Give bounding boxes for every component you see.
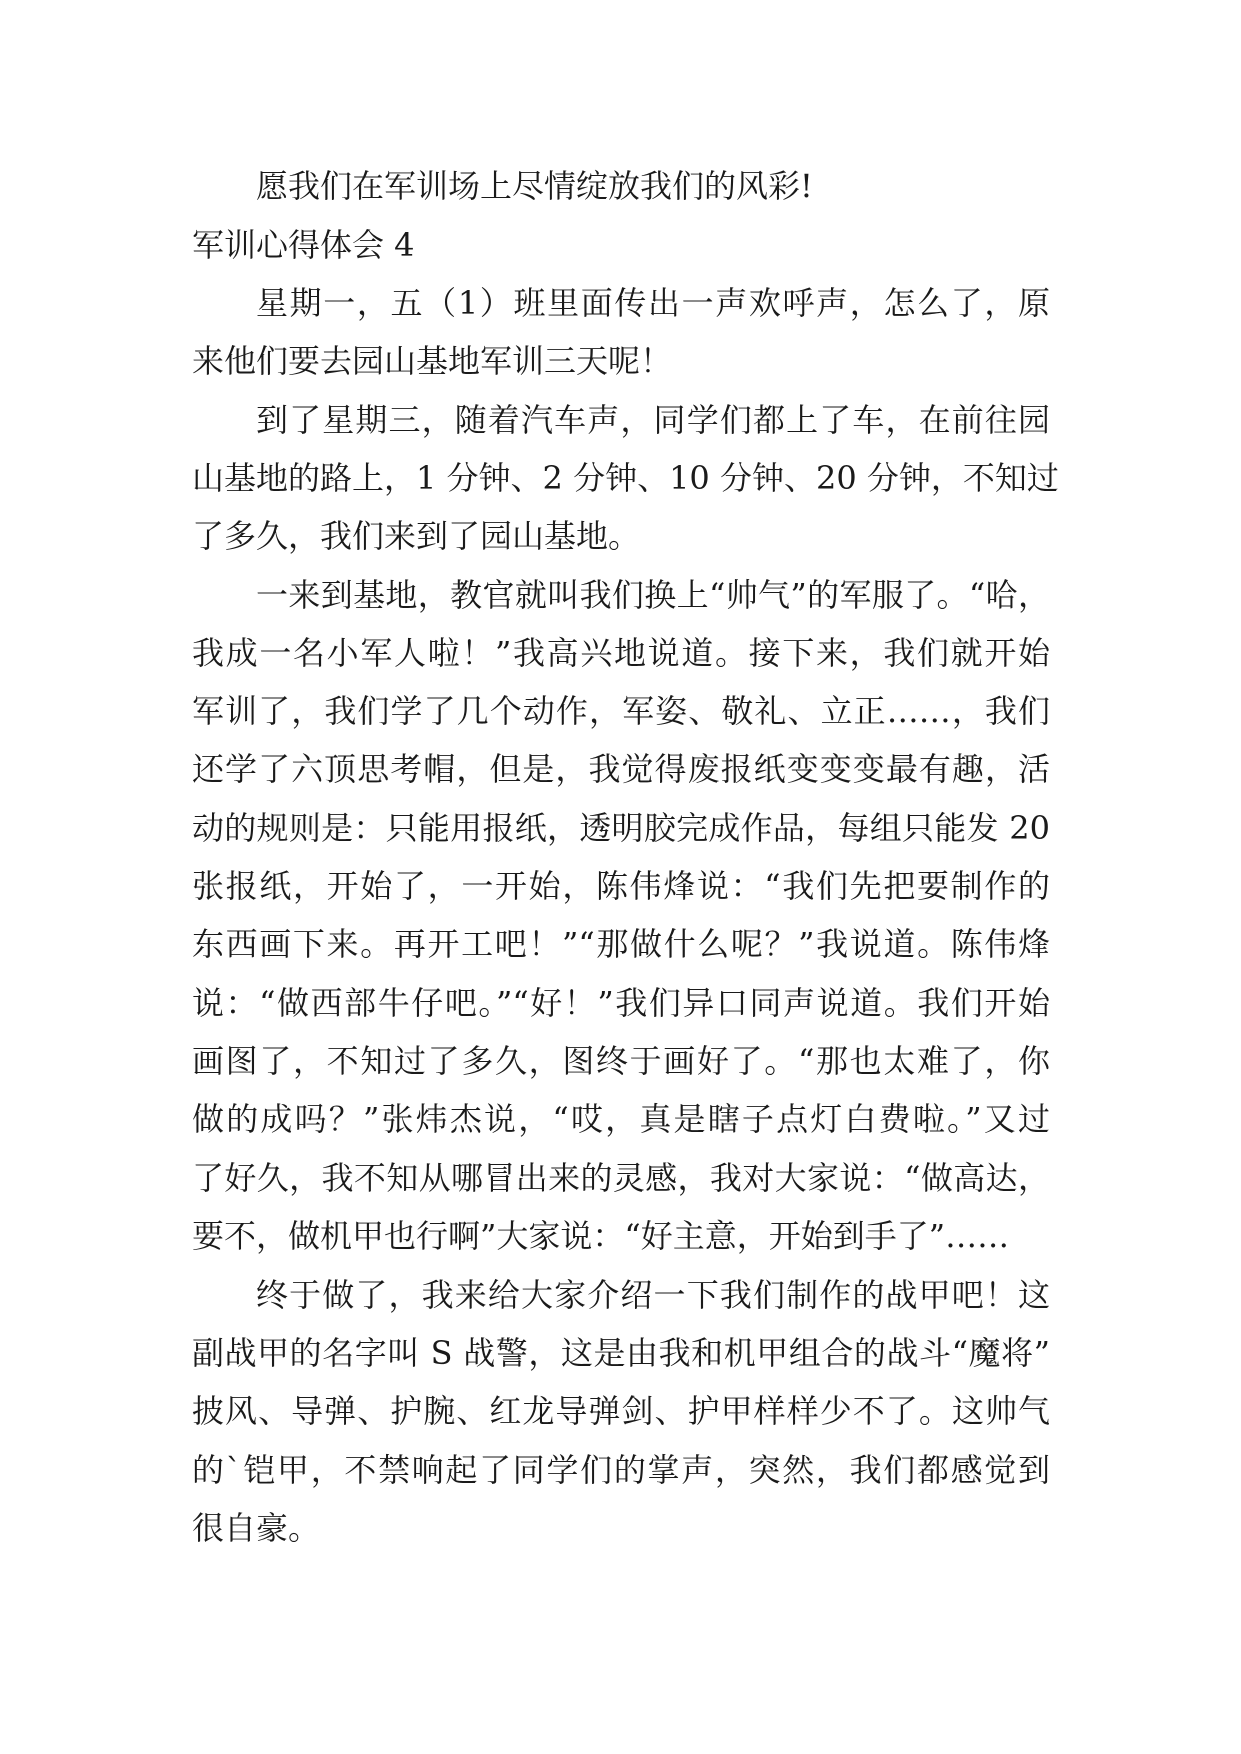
section-heading: 军训心得体会 4 [192,226,415,264]
paragraph-2-line-3: 了多久，我们来到了园山基地。 [192,517,641,555]
paragraph-3-line-4: 还学了六顶思考帽，但是，我觉得废报纸变变变最有趣，活 [192,750,1050,788]
paragraph-3-line-7: 东西画下来。再开工吧！”“那做什么呢？”我说道。陈伟烽 [192,925,1050,963]
paragraph-2-line-1: 到了星期三，随着汽车声，同学们都上了车，在前往园 [256,401,1050,439]
paragraph-3-line-2: 我成一名小军人啦！”我高兴地说道。接下来，我们就开始 [192,634,1050,672]
paragraph-3-line-1: 一来到基地，教官就叫我们换上“帅气”的军服了。“哈， [256,576,1050,614]
paragraph-4-line-4: 的`铠甲，不禁响起了同学们的掌声，突然，我们都感觉到 [192,1451,1050,1489]
paragraph-3-line-6: 张报纸，开始了，一开始，陈伟烽说：“我们先把要制作的 [192,867,1050,905]
paragraph-3-line-3: 军训了，我们学了几个动作，军姿、敬礼、立正……，我们 [192,692,1050,730]
paragraph-4-line-1: 终于做了，我来给大家介绍一下我们制作的战甲吧！这 [256,1276,1050,1314]
paragraph-3-line-8: 说：“做西部牛仔吧。”“好！”我们异口同声说道。我们开始 [192,984,1050,1022]
paragraph-4-line-2: 副战甲的名字叫 S 战警，这是由我和机甲组合的战斗“魔将” [192,1334,1050,1372]
paragraph-3-line-12: 要不，做机甲也行啊”大家说：“好主意，开始到手了”…… [192,1217,1010,1255]
paragraph-3-line-5: 动的规则是：只能用报纸，透明胶完成作品，每组只能发 20 [192,809,1050,847]
paragraph-1-line-1: 星期一，五（1）班里面传出一声欢呼声，怎么了，原 [256,284,1050,322]
opening-line: 愿我们在军训场上尽情绽放我们的风彩! [256,167,813,205]
paragraph-4-line-3: 披风、导弹、护腕、红龙导弹剑、护甲样样少不了。这帅气 [192,1392,1050,1430]
paragraph-3-line-10: 做的成吗？”张炜杰说，“哎，真是瞎子点灯白费啦。”又过 [192,1100,1050,1138]
paragraph-2-line-2: 山基地的路上，1 分钟、2 分钟、10 分钟、20 分钟，不知过 [192,459,1059,497]
paragraph-4-line-5: 很自豪。 [192,1509,321,1547]
paragraph-3-line-9: 画图了，不知过了多久，图终于画好了。“那也太难了，你 [192,1042,1050,1080]
paragraph-3-line-11: 了好久，我不知从哪冒出来的灵感，我对大家说：“做高达， [192,1159,1050,1197]
paragraph-1-line-2: 来他们要去园山基地军训三天呢！ [192,342,673,380]
